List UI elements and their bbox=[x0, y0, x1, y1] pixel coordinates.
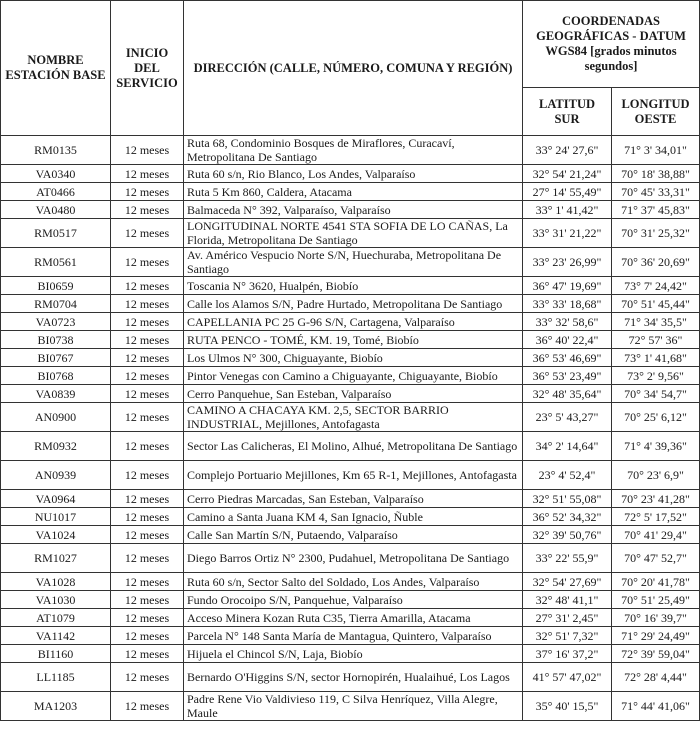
start-cell: 12 meses bbox=[111, 627, 184, 645]
station-cell: VA0839 bbox=[1, 385, 111, 403]
latitude-cell: 36° 53' 46,69" bbox=[523, 349, 612, 367]
longitude-cell: 71° 37' 45,83" bbox=[612, 201, 700, 219]
longitude-cell: 72° 28' 4,44" bbox=[612, 663, 700, 692]
station-cell: RM0517 bbox=[1, 219, 111, 248]
latitude-cell: 36° 40' 22,4" bbox=[523, 331, 612, 349]
table-row bbox=[1, 591, 700, 609]
table-row bbox=[1, 663, 700, 692]
table-row bbox=[1, 627, 700, 645]
station-cell: RM0561 bbox=[1, 248, 111, 277]
latitude-cell: 33° 33' 18,68" bbox=[523, 295, 612, 313]
latitude-cell: 27° 14' 55,49" bbox=[523, 183, 612, 201]
address-cell: Hijuela el Chincol S/N, Laja, Biobío bbox=[184, 645, 523, 663]
latitude-cell: 32° 54' 21,24" bbox=[523, 165, 612, 183]
start-cell: 12 meses bbox=[111, 609, 184, 627]
table-row bbox=[1, 367, 700, 385]
start-cell: 12 meses bbox=[111, 201, 184, 219]
latitude-cell: 36° 53' 23,49" bbox=[523, 367, 612, 385]
latitude-cell: 32° 48' 35,64" bbox=[523, 385, 612, 403]
address-cell: Ruta 68, Condominio Bosques de Miraflores, Curacaví, Metropolitana De Santiago bbox=[184, 136, 523, 165]
address-cell: Cerro Panquehue, San Esteban, Valparaíso bbox=[184, 385, 523, 403]
station-cell: RM0135 bbox=[1, 136, 111, 165]
table-row bbox=[1, 508, 700, 526]
start-cell: 12 meses bbox=[111, 544, 184, 573]
latitude-cell: 32° 51' 7,32" bbox=[523, 627, 612, 645]
start-cell: 12 meses bbox=[111, 219, 184, 248]
latitude-cell: 33° 24' 27,6" bbox=[523, 136, 612, 165]
header-longitude: LONGITUD OESTE bbox=[612, 88, 700, 136]
station-cell: BI1160 bbox=[1, 645, 111, 663]
header-coordinates: COORDENADAS GEOGRÁFICAS - DATUM WGS84 [grados minutos segundos] bbox=[523, 1, 700, 88]
latitude-cell: 27° 31' 2,45" bbox=[523, 609, 612, 627]
latitude-cell: 32° 54' 27,69" bbox=[523, 573, 612, 591]
longitude-cell: 73° 2' 9,56" bbox=[612, 367, 700, 385]
longitude-cell: 70° 36' 20,69" bbox=[612, 248, 700, 277]
latitude-cell: 33° 1' 41,42" bbox=[523, 201, 612, 219]
start-cell: 12 meses bbox=[111, 385, 184, 403]
latitude-cell: 23° 4' 52,4" bbox=[523, 461, 612, 490]
station-cell: VA1028 bbox=[1, 573, 111, 591]
table-row bbox=[1, 573, 700, 591]
longitude-cell: 70° 34' 54,7" bbox=[612, 385, 700, 403]
address-cell: Cerro Piedras Marcadas, San Esteban, Valparaíso bbox=[184, 490, 523, 508]
longitude-cell: 70° 31' 25,32" bbox=[612, 219, 700, 248]
latitude-cell: 33° 22' 55,9" bbox=[523, 544, 612, 573]
latitude-cell: 33° 32' 58,6" bbox=[523, 313, 612, 331]
address-cell: Balmaceda N° 392, Valparaíso, Valparaíso bbox=[184, 201, 523, 219]
latitude-cell: 35° 40' 15,5" bbox=[523, 692, 612, 721]
address-cell: Toscania N° 3620, Hualpén, Biobío bbox=[184, 277, 523, 295]
start-cell: 12 meses bbox=[111, 349, 184, 367]
address-cell: Ruta 60 s/n, Rio Blanco, Los Andes, Valparaíso bbox=[184, 165, 523, 183]
address-cell: Diego Barros Ortiz N° 2300, Pudahuel, Metropolitana De Santiago bbox=[184, 544, 523, 573]
table-row bbox=[1, 165, 700, 183]
station-cell: RM1027 bbox=[1, 544, 111, 573]
latitude-cell: 36° 47' 19,69" bbox=[523, 277, 612, 295]
table-row bbox=[1, 219, 700, 248]
address-cell: Pintor Venegas con Camino a Chiguayante, Chiguayante, Biobío bbox=[184, 367, 523, 385]
table-row bbox=[1, 403, 700, 432]
latitude-cell: 37° 16' 37,2" bbox=[523, 645, 612, 663]
address-cell: Complejo Portuario Mejillones, Km 65 R-1, Mejillones, Antofagasta bbox=[184, 461, 523, 490]
start-cell: 12 meses bbox=[111, 461, 184, 490]
table-row bbox=[1, 526, 700, 544]
station-cell: RM0704 bbox=[1, 295, 111, 313]
station-cell: VA1024 bbox=[1, 526, 111, 544]
start-cell: 12 meses bbox=[111, 136, 184, 165]
table-row bbox=[1, 349, 700, 367]
address-cell: Ruta 60 s/n, Sector Salto del Soldado, Los Andes, Valparaíso bbox=[184, 573, 523, 591]
header-latitude: LATITUD SUR bbox=[523, 88, 612, 136]
table-row bbox=[1, 692, 700, 721]
address-cell: Acceso Minera Kozan Ruta C35, Tierra Amarilla, Atacama bbox=[184, 609, 523, 627]
header-start: INICIO DEL SERVICIO bbox=[111, 1, 184, 136]
header-station: NOMBRE ESTACIÓN BASE bbox=[1, 1, 111, 136]
table-row bbox=[1, 385, 700, 403]
start-cell: 12 meses bbox=[111, 508, 184, 526]
table-row bbox=[1, 490, 700, 508]
start-cell: 12 meses bbox=[111, 331, 184, 349]
longitude-cell: 70° 23' 41,28" bbox=[612, 490, 700, 508]
longitude-cell: 70° 20' 41,78" bbox=[612, 573, 700, 591]
station-cell: AN0939 bbox=[1, 461, 111, 490]
start-cell: 12 meses bbox=[111, 183, 184, 201]
table-row bbox=[1, 248, 700, 277]
table-row bbox=[1, 461, 700, 490]
station-cell: MA1203 bbox=[1, 692, 111, 721]
start-cell: 12 meses bbox=[111, 165, 184, 183]
longitude-cell: 73° 1' 41,68" bbox=[612, 349, 700, 367]
station-cell: VA1030 bbox=[1, 591, 111, 609]
latitude-cell: 23° 5' 43,27" bbox=[523, 403, 612, 432]
latitude-cell: 36° 52' 34,32" bbox=[523, 508, 612, 526]
longitude-cell: 70° 23' 6,9" bbox=[612, 461, 700, 490]
start-cell: 12 meses bbox=[111, 591, 184, 609]
latitude-cell: 33° 23' 26,99" bbox=[523, 248, 612, 277]
table-row bbox=[1, 277, 700, 295]
address-cell: Sector Las Calicheras, El Molino, Alhué, Metropolitana De Santiago bbox=[184, 432, 523, 461]
longitude-cell: 71° 44' 41,06" bbox=[612, 692, 700, 721]
station-cell: VA0964 bbox=[1, 490, 111, 508]
longitude-cell: 71° 29' 24,49" bbox=[612, 627, 700, 645]
table-row bbox=[1, 313, 700, 331]
address-cell: Bernardo O'Higgins S/N, sector Hornopirén, Hualaihué, Los Lagos bbox=[184, 663, 523, 692]
table-row bbox=[1, 609, 700, 627]
longitude-cell: 70° 45' 33,31" bbox=[612, 183, 700, 201]
start-cell: 12 meses bbox=[111, 313, 184, 331]
start-cell: 12 meses bbox=[111, 645, 184, 663]
address-cell: Parcela N° 148 Santa María de Mantagua, Quintero, Valparaíso bbox=[184, 627, 523, 645]
latitude-cell: 34° 2' 14,64" bbox=[523, 432, 612, 461]
table-row bbox=[1, 645, 700, 663]
table-row bbox=[1, 331, 700, 349]
longitude-cell: 71° 34' 35,5" bbox=[612, 313, 700, 331]
table-row bbox=[1, 432, 700, 461]
station-cell: AT1079 bbox=[1, 609, 111, 627]
start-cell: 12 meses bbox=[111, 432, 184, 461]
address-cell: Fundo Orocoipo S/N, Panquehue, Valparaíso bbox=[184, 591, 523, 609]
table-row bbox=[1, 183, 700, 201]
start-cell: 12 meses bbox=[111, 403, 184, 432]
longitude-cell: 70° 41' 29,4" bbox=[612, 526, 700, 544]
latitude-cell: 32° 51' 55,08" bbox=[523, 490, 612, 508]
longitude-cell: 70° 16' 39,7" bbox=[612, 609, 700, 627]
latitude-cell: 32° 39' 50,76" bbox=[523, 526, 612, 544]
station-cell: VA0340 bbox=[1, 165, 111, 183]
longitude-cell: 72° 39' 59,04" bbox=[612, 645, 700, 663]
longitude-cell: 70° 51' 25,49" bbox=[612, 591, 700, 609]
longitude-cell: 72° 57' 36" bbox=[612, 331, 700, 349]
start-cell: 12 meses bbox=[111, 248, 184, 277]
address-cell: CAMINO A CHACAYA KM. 2,5, SECTOR BARRIO INDUSTRIAL, Mejillones, Antofagasta bbox=[184, 403, 523, 432]
station-cell: BI0659 bbox=[1, 277, 111, 295]
table-row bbox=[1, 295, 700, 313]
address-cell: Calle San Martín S/N, Putaendo, Valparaíso bbox=[184, 526, 523, 544]
station-cell: NU1017 bbox=[1, 508, 111, 526]
station-cell: AN0900 bbox=[1, 403, 111, 432]
start-cell: 12 meses bbox=[111, 573, 184, 591]
station-cell: BI0738 bbox=[1, 331, 111, 349]
longitude-cell: 70° 51' 45,44" bbox=[612, 295, 700, 313]
address-cell: Los Ulmos N° 300, Chiguayante, Biobío bbox=[184, 349, 523, 367]
latitude-cell: 32° 48' 41,1" bbox=[523, 591, 612, 609]
address-cell: CAPELLANIA PC 25 G-96 S/N, Cartagena, Valparaíso bbox=[184, 313, 523, 331]
station-cell: BI0768 bbox=[1, 367, 111, 385]
station-cell: RM0932 bbox=[1, 432, 111, 461]
station-cell: VA0480 bbox=[1, 201, 111, 219]
longitude-cell: 71° 3' 34,01" bbox=[612, 136, 700, 165]
longitude-cell: 73° 7' 24,42" bbox=[612, 277, 700, 295]
table-row bbox=[1, 544, 700, 573]
latitude-cell: 33° 31' 21,22" bbox=[523, 219, 612, 248]
address-cell: Ruta 5 Km 860, Caldera, Atacama bbox=[184, 183, 523, 201]
header-address: DIRECCIÓN (CALLE, NÚMERO, COMUNA Y REGIÓN) bbox=[184, 1, 523, 136]
start-cell: 12 meses bbox=[111, 295, 184, 313]
station-cell: AT0466 bbox=[1, 183, 111, 201]
latitude-cell: 41° 57' 47,02" bbox=[523, 663, 612, 692]
start-cell: 12 meses bbox=[111, 490, 184, 508]
start-cell: 12 meses bbox=[111, 277, 184, 295]
table-row bbox=[1, 136, 700, 165]
station-cell: VA0723 bbox=[1, 313, 111, 331]
table-body bbox=[1, 136, 700, 721]
longitude-cell: 71° 4' 39,36" bbox=[612, 432, 700, 461]
start-cell: 12 meses bbox=[111, 526, 184, 544]
station-cell: VA1142 bbox=[1, 627, 111, 645]
table-row bbox=[1, 201, 700, 219]
longitude-cell: 70° 18' 38,88" bbox=[612, 165, 700, 183]
longitude-cell: 70° 47' 52,7" bbox=[612, 544, 700, 573]
address-cell: Camino a Santa Juana KM 4, San Ignacio, Ñuble bbox=[184, 508, 523, 526]
station-cell: BI0767 bbox=[1, 349, 111, 367]
address-cell: Calle los Alamos S/N, Padre Hurtado, Metropolitana De Santiago bbox=[184, 295, 523, 313]
start-cell: 12 meses bbox=[111, 663, 184, 692]
station-cell: LL1185 bbox=[1, 663, 111, 692]
address-cell: Padre Rene Vio Valdivieso 119, C Silva Henríquez, Villa Alegre, Maule bbox=[184, 692, 523, 721]
address-cell: Av. Américo Vespucio Norte S/N, Huechuraba, Metropolitana De Santiago bbox=[184, 248, 523, 277]
start-cell: 12 meses bbox=[111, 367, 184, 385]
address-cell: RUTA PENCO - TOMÉ, KM. 19, Tomé, Biobío bbox=[184, 331, 523, 349]
longitude-cell: 70° 25' 6,12" bbox=[612, 403, 700, 432]
longitude-cell: 72° 5' 17,52" bbox=[612, 508, 700, 526]
address-cell: LONGITUDINAL NORTE 4541 STA SOFIA DE LO CAÑAS, La Florida, Metropolitana De Santiago bbox=[184, 219, 523, 248]
start-cell: 12 meses bbox=[111, 692, 184, 721]
